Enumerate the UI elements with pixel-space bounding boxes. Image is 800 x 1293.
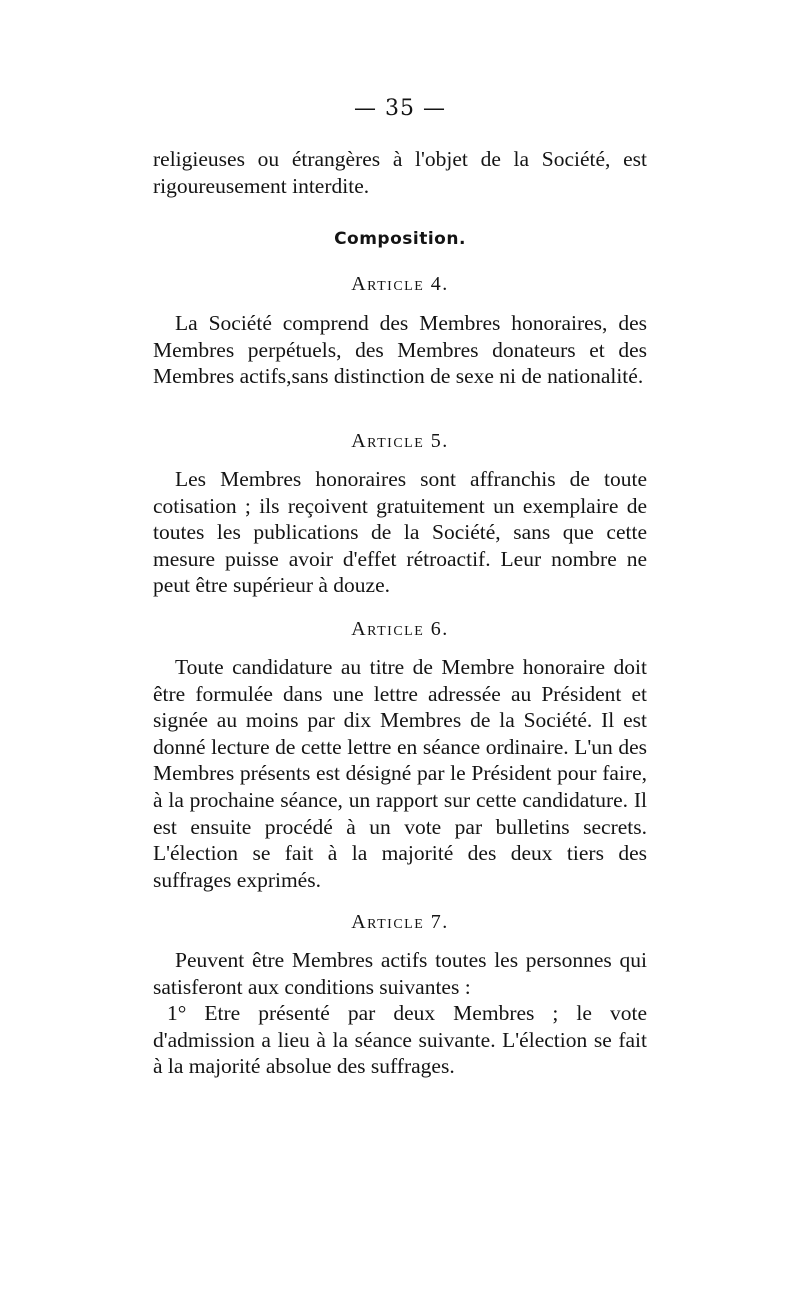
article-6-body [153,654,647,893]
intro-paragraph-block [153,146,647,199]
article-4-body [153,310,647,390]
article-7-body [153,947,647,1080]
page-number: — 35 — [354,96,446,121]
article-7-paragraph-1: Peuvent être Membres actifs toutes les personnes qui satisferont aux conditions suivantes : [153,948,647,999]
article-4-paragraph: La Société comprend des Membres honoraires, des Membres perpétuels, des Membres donateurs et des Membres actifs,sans distinction de sexe ni de nationalité. [153,311,647,389]
article-7-paragraph-2: 1° Etre présenté par deux Membres ; le vote d'admission a lieu à la séance suivante. L'élection se fait à la majorité absolue des suffrages. [153,1001,647,1079]
article-5-paragraph: Les Membres honoraires sont affranchis de toute cotisation ; ils reçoivent gratuitement un exemplaire de toutes les publications de la Société, sans que cette mesure puisse avoir d'effet rétroactif. Leur nombre ne peut être supérieur à douze. [153,467,647,598]
article-5-body [153,466,647,599]
article-6-paragraph: Toute candidature au titre de Membre honoraire doit être formulée dans une lettre adressée au Président et signée au moins par dix Membres de la Société. Il est donné lecture de cette lettre en séance ordinaire. L'un des Membres présents est désigné par le Président pour faire, à la prochaine séance, un rapport sur cette candidature. Il est ensuite procédé à un vote par bulletins secrets. L'élection se fait à la majorité des deux tiers des suffrages exprimés. [153,655,647,892]
intro-paragraph: religieuses ou étrangères à l'objet de la Société, est rigoureusement interdite. [153,147,647,198]
article-4-heading: Article 4. [351,273,449,295]
section-title: Composition. [334,229,466,249]
article-5-heading: Article 5. [351,430,449,452]
article-6-heading: Article 6. [351,618,449,640]
article-7-heading: Article 7. [351,911,449,933]
